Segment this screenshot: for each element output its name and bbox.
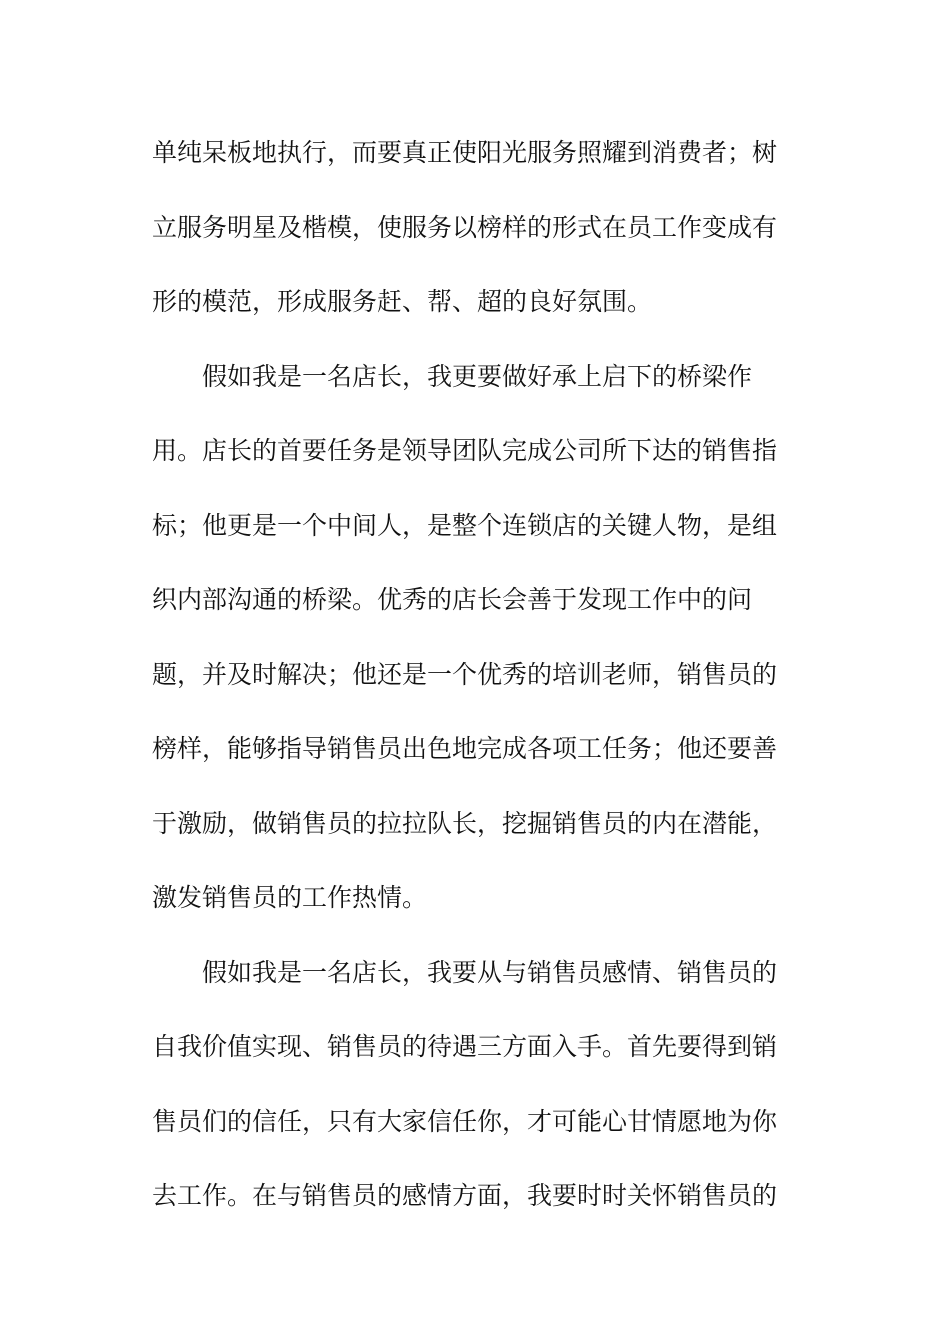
text-line: 激发销售员的工作热情。 (152, 883, 428, 912)
text-line: 形的模范，形成服务赶、帮、超的良好氛围。 (152, 287, 653, 316)
text-line: 售员们的信任，只有大家信任你，才可能心甘情愿地为你 (152, 1106, 778, 1136)
text-line: 用。店长的首要任务是领导团队完成公司所下达的销售指 (152, 436, 778, 465)
text-line: 去工作。在与销售员的感情方面，我要时时关怀销售员的 (152, 1181, 778, 1210)
text-line: 织内部沟通的桥梁。优秀的店长会善于发现工作中的问 (152, 585, 753, 614)
text-line: 于激励，做销售员的拉拉队长，挖掘销售员的内在潜能， (152, 808, 778, 838)
text-line: 榜样，能够指导销售员出色地完成各项工任务；他还要善 (152, 734, 778, 763)
body-text (152, 128, 802, 1246)
text-line: 假如我是一名店长，我要从与销售员感情、销售员的 (152, 957, 778, 987)
text-line: 自我价值实现、销售员的待遇三方面入手。首先要得到销 (152, 1032, 778, 1061)
text-line: 立服务明星及楷模，使服务以榜样的形式在员工作变成有 (152, 212, 778, 242)
text-line: 标；他更是一个中间人，是整个连锁店的关键人物，是组 (152, 510, 778, 540)
text-line: 假如我是一名店长，我更要做好承上启下的桥梁作 (152, 361, 753, 391)
text-line: 单纯呆板地执行，而要真正使阳光服务照耀到消费者；树 (152, 138, 778, 167)
text-line: 题，并及时解决；他还是一个优秀的培训老师，销售员的 (152, 659, 778, 689)
